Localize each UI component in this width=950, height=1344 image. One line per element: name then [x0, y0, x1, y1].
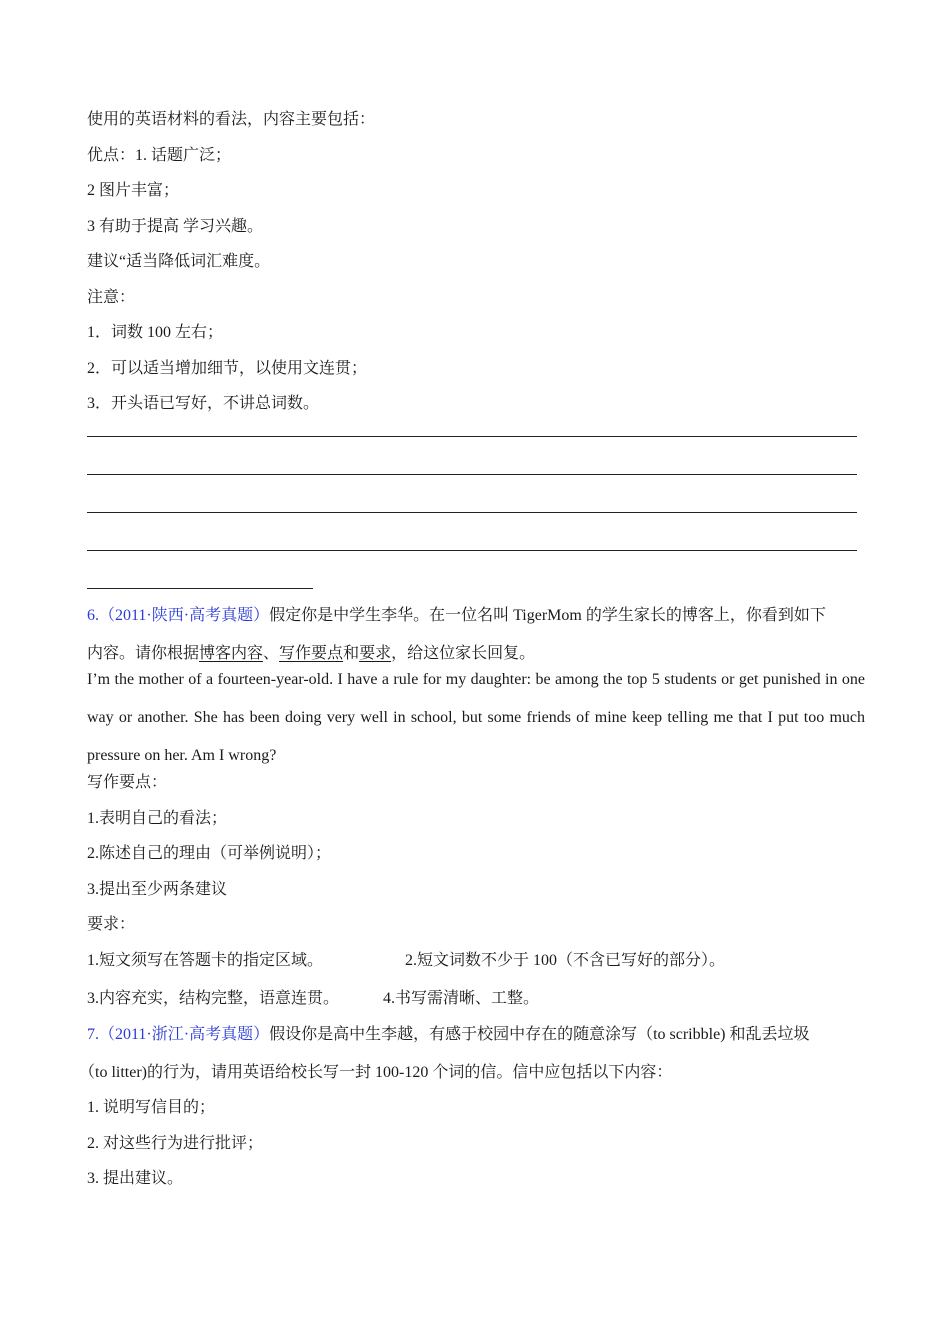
q6-prompt-line-1 — [87, 606, 867, 626]
q6-point-1: 1.表明自己的看法； — [87, 809, 228, 827]
q6-req-row-1 — [87, 951, 867, 971]
answer-lines — [87, 436, 867, 589]
q6-prompt-b2: ，给这位家长回复。 — [391, 645, 536, 662]
intro-line: 使用的英语材料的看法，内容主要包括： — [87, 111, 376, 128]
q6-prompt-a: 假定你是中学生李华。在一位名叫 TigerMom 的学生家长的博客上，你看到如下 — [269, 607, 826, 624]
q7-source: （2011·浙江·高考真题） — [99, 1025, 270, 1043]
q7-item-1: 1. 说明写信目的； — [87, 1099, 216, 1116]
q6-prompt-b1: 内容。请你根据 — [87, 645, 200, 662]
q6-req-4: 4.书写需清晰、工整。 — [383, 989, 540, 1007]
q6-req-row-2 — [87, 989, 867, 1009]
advantage-2: 2 图片丰富； — [87, 182, 180, 199]
q6-underline-blog: 博客内容 — [199, 645, 264, 662]
notes-label: 注意： — [87, 288, 136, 306]
q6-req-label: 要求： — [87, 916, 136, 933]
q6-req-2: 2.短文词数不少于 100（不含已写好的部分）。 — [405, 951, 726, 969]
note-3: 3．开头语已写好，不讲总词数。 — [87, 395, 320, 412]
q6-point-2: 2.陈述自己的理由（可举例说明）； — [87, 845, 332, 862]
q7-item-2: 2. 对这些行为进行批评； — [87, 1134, 264, 1152]
q6-points-label: 写作要点： — [87, 774, 168, 791]
note-1: 1．词数 100 左右； — [87, 324, 224, 341]
q6-req-3: 3.内容充实，结构完整，语意连贯。 — [87, 989, 340, 1007]
suggestion-line: 建议“适当降低词汇难度。 — [87, 253, 271, 270]
document-page — [79, 110, 867, 1189]
q7-prompt-a: 假设你是高中生李越，有感于校园中存在的随意涂写（to scribble) 和乱丢垃圾 — [269, 1025, 810, 1043]
q6-point-3: 3.提出至少两条建议 — [87, 880, 228, 898]
q6-req-1: 1.短文须写在答题卡的指定区域。 — [87, 951, 324, 969]
q7-item-3: 3. 提出建议。 — [87, 1170, 184, 1187]
q7-number: 7. — [87, 1025, 99, 1043]
q6-number: 6. — [87, 607, 99, 624]
q6-blog-text: I’m the mother of a fourteen-year-old. I have a rule for my daughter: be among the top 5 students or get punished in one way or another. She has been doing very well in school, but some friends of mine keep telling me that I put too much pressure on her. Am I wrong? — [87, 671, 865, 764]
q6-underline-req: 要求 — [359, 645, 392, 662]
q6-underline-points: 写作要点 — [279, 645, 344, 662]
note-2: 2．可以适当增加细节，以使用文连贯； — [87, 359, 368, 377]
q7-prompt-line-2: （to litter)的行为，请用英语给校长写一封 100-120 个词的信。信中应包括以下内容： — [79, 1063, 673, 1081]
q6-sep2: 和 — [343, 645, 360, 662]
advantages-label: 优点：1. 话题广泛； — [87, 146, 232, 164]
q6-sep1: 、 — [263, 645, 280, 662]
q7-prompt-line-1 — [87, 1025, 867, 1045]
q6-source: （2011·陕西·高考真题） — [99, 607, 270, 624]
advantage-3: 3 有助于提高 学习兴趣。 — [87, 217, 264, 235]
